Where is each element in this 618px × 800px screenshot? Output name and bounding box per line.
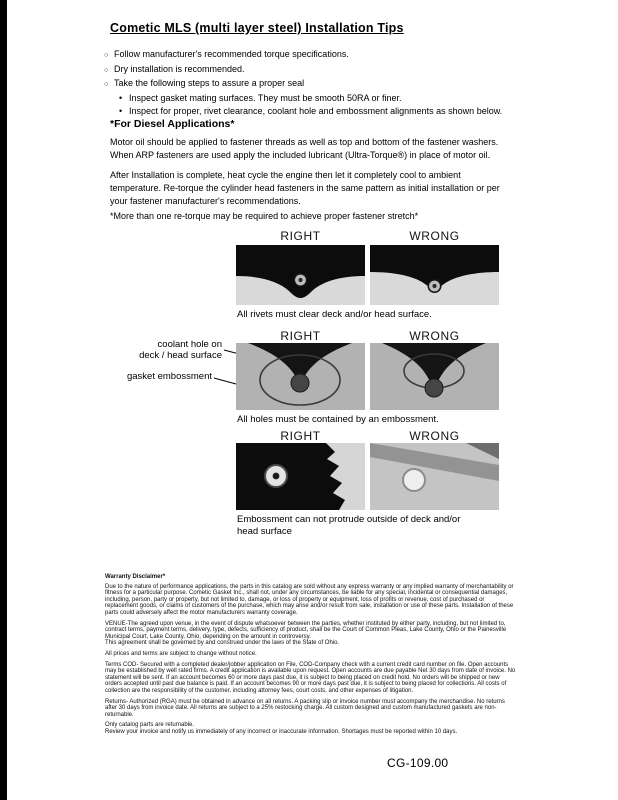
legal-paragraph: Review your invoice and notify us immediately of any incorrect or inaccurate information. Shortages must be reported within 10 days. — [105, 728, 458, 735]
protrusion-right-illustration — [236, 443, 365, 510]
circle-bullet-icon: ○ — [104, 52, 109, 59]
gasket-embossment-annotation: gasket embossment — [126, 371, 212, 382]
list-item — [104, 48, 502, 63]
row1-caption: All rivets must clear deck and/or head surface. — [237, 309, 432, 320]
embossment-right-illustration — [236, 343, 365, 410]
list-item — [104, 77, 502, 92]
legal-paragraph: Terms COD- Secured with a completed dealer/jobber application on File, COD-Company check with a current credit card number on file. Open accounts may be established by well rated firms. A credit application is available upon request. Open accounts are due payable Net 30 days from date of invoice. No statement will be sent. If an account becomes 60 or more days past due, it is subject to being placed on credit hold. No orders will be shipped or new orders accepted until past due balance is paid. If an account becomes 90 or more days past due, it is subject to being placed for collections. All costs of collection are the responsibility of the customer, including attorney fees, court costs, and other expenses of litigation. — [105, 661, 516, 694]
legal-paragraph: Due to the nature of performance applications, the parts in this catalog are sold without any express warranty or any implied warranty of merchantability or fitness for a particular purpose. Cometic Gasket Inc., shall not, under any circumstances, be liable for any special, incidental or consequential damages, including, person, party or property, but not limited to, damage, or loss of property or equipment, loss of profits or revenue, cost of purchased or replacement goods, or claims of customers of the purchase, which may arise and/or result from sale, installation or use of these parts. Installation of these parts could adversely affect the motor manufacturers warranty coverage. — [105, 583, 514, 616]
retorque-note: *More than one re-torque may be required to achieve proper fastener stretch* — [110, 211, 419, 221]
tip-text: Follow manufacturer's recommended torque specifications. — [114, 49, 349, 59]
rivet-right-diagram — [236, 245, 365, 305]
coolant-hole-icon — [425, 379, 443, 397]
document-number: CG-109.00 — [387, 756, 449, 770]
left-margin-bar — [0, 0, 7, 800]
embossment-right-diagram — [236, 343, 365, 410]
embossment-wrong-diagram — [370, 343, 499, 410]
legal-section — [105, 574, 517, 739]
dot-bullet-icon: • — [119, 106, 123, 116]
row3-caption: Embossment can not protrude outside of deck and/or head surface — [237, 514, 461, 537]
page-title: Cometic MLS (multi layer steel) Installation Tips — [110, 21, 404, 35]
row2-caption: All holes must be contained by an embossment. — [237, 414, 439, 425]
protrusion-wrong-diagram — [370, 443, 499, 510]
wrong-label-row3: WRONG — [409, 429, 460, 443]
warranty-disclaimer-heading: Warranty Disclaimer* — [105, 574, 166, 580]
list-item — [104, 63, 502, 78]
right-label-row3: RIGHT — [280, 429, 321, 443]
tip-text: Dry installation is recommended. — [114, 63, 245, 74]
embossment-wrong-illustration — [370, 343, 499, 410]
wrong-label-row2: WRONG — [409, 329, 460, 343]
circle-bullet-icon: ○ — [104, 66, 109, 74]
circle-bullet-icon: ○ — [104, 81, 109, 88]
diesel-paragraph-1: Motor oil should be applied to fastener threads as well as top and bottom of the fastener washers. When ARP fasteners are used apply the included lubricant (Ultra-Torque®) in place of motor oil. — [110, 137, 499, 160]
rivet-right-illustration — [236, 245, 365, 305]
rivet-wrong-diagram — [370, 245, 499, 305]
tip-text: Inspect for proper, rivet clearance, coolant hole and embossment alignments as shown below. — [129, 106, 503, 116]
tip-text: Inspect gasket mating surfaces. They must be smooth 50RA or finer. — [129, 92, 402, 103]
diesel-paragraph-2: After Installation is complete, heat cycle the engine then let it completely cool to ambient temperature. Re-torque the cylinder head fasteners in the same pattern as initial installation or per your fastener manufacturer's recommendations. — [110, 170, 500, 206]
list-sub-item — [119, 105, 502, 119]
right-label-row2: RIGHT — [280, 329, 321, 343]
legal-paragraph: VENUE-The agreed upon venue, in the event of dispute whatsoever between the parties, whether instituted by either party, including, but not limited to, contract terms, payment terms, delivery, type, defects, sufficiency of product, shall be the Court of Common Pleas, Lake County, Ohio or the Painesville Municipal Court, Lake County, Ohio, depending on the amount in controversy. — [105, 620, 507, 640]
coolant-hole-icon — [291, 374, 309, 392]
list-sub-item — [119, 92, 502, 106]
bolt-hole-icon — [403, 469, 425, 491]
installation-tips-list — [104, 48, 502, 119]
diesel-applications-heading: *For Diesel Applications* — [110, 118, 235, 130]
right-label-row1: RIGHT — [280, 229, 321, 243]
legal-paragraph: Returns- Authorized (RGA) must be obtained in advance on all returns. A packing slip or invoice number must accompany the merchandise. No returns after 30 days from invoice date. All returns are subject to a 25% restocking charge. All custom designed and custom manufactured gaskets are non-returnable. — [105, 698, 505, 718]
wrong-label-row1: WRONG — [409, 229, 460, 243]
legal-paragraph: All prices and terms are subject to change without notice. — [105, 650, 257, 657]
coolant-hole-annotation: coolant hole on deck / head surface — [139, 339, 222, 361]
dot-bullet-icon: • — [119, 92, 123, 103]
rivet-wrong-illustration — [370, 245, 499, 305]
tip-text: Take the following steps to assure a proper seal — [114, 78, 305, 88]
protrusion-right-diagram — [236, 443, 365, 510]
legal-paragraph: This agreement shall be governed by and construed under the laws of the State of Ohio. — [105, 640, 340, 647]
legal-paragraph: Only catalog parts are returnable. — [105, 722, 195, 729]
protrusion-wrong-illustration — [370, 443, 499, 510]
